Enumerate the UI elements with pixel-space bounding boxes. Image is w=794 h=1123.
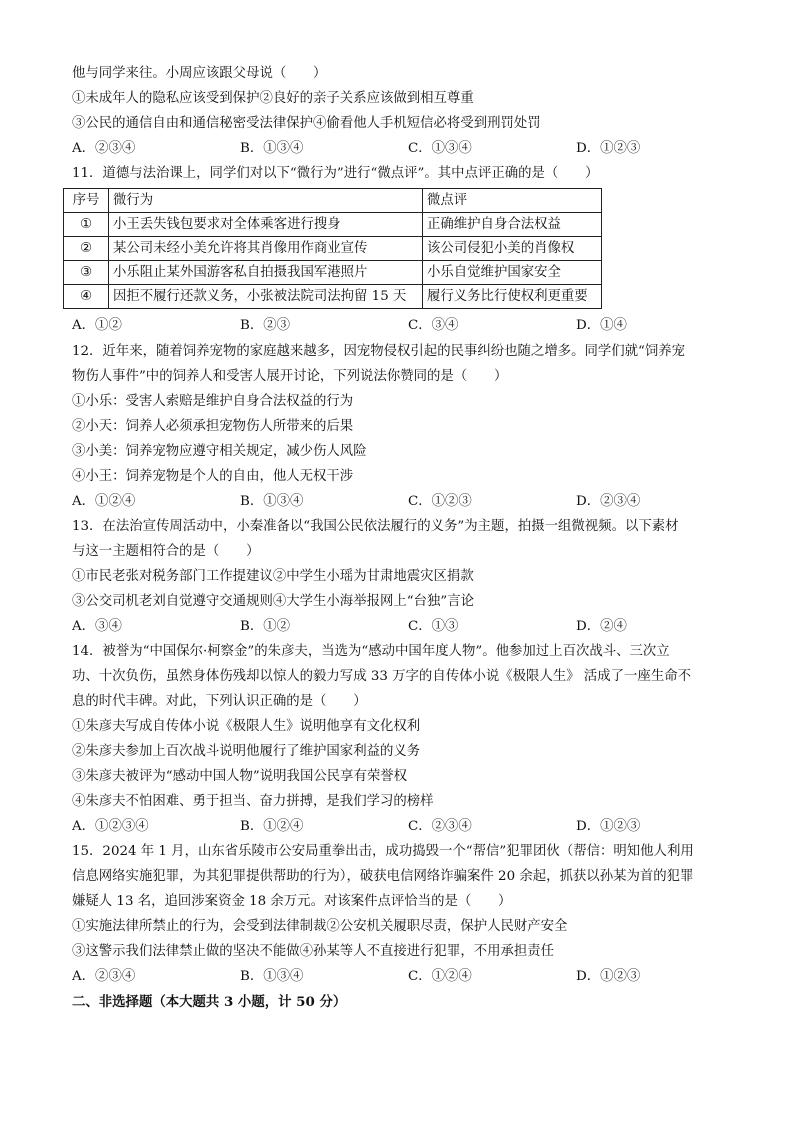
q15-statements-3-4: ③这警示我们法律禁止做的坚决不能做④孙某等人不直接进行犯罪，不用承担责任 [72,944,555,959]
q12-option-a[interactable]: A．①②④ [72,494,136,509]
table-header-cell: 微行为 [109,189,423,213]
q15-option-b[interactable]: B．①③④ [240,969,304,984]
q10-option-b[interactable]: B．①③④ [240,141,304,156]
q15-options [72,967,732,987]
q10-statements-3-4: ③公民的通信自由和通信秘密受法律保护④偷看他人手机短信必将受到刑罚处罚 [72,116,541,131]
table-header-cell: 微点评 [423,189,602,213]
q12-option-d[interactable]: D．②③④ [576,494,641,509]
q14-options [72,817,732,837]
q13-option-c[interactable]: C．①③ [408,619,459,634]
q10-options [72,139,732,159]
q10-option-d[interactable]: D．①②③ [576,141,641,156]
table-row [64,237,602,261]
table-cell: 某公司未经小美允许将其肖像用作商业宣传 [109,237,423,261]
q13-stem-line-1: 13．在法治宣传周活动中，小秦准备以“我国公民依法履行的义务”为主题，拍摄一组微视频。以下素材 [72,519,679,534]
q14-statement-4: ④朱彦夫不怕困难、勇于担当、奋力拼搏，是我们学习的榜样 [72,794,434,809]
table-cell: ② [64,237,109,261]
q14-stem-line-1: 14．被誉为“中国保尔·柯察金”的朱彦夫，当选为“感动中国年度人物”。他参加过上百次战斗、三次立 [72,644,670,659]
q13-option-a[interactable]: A．③④ [72,619,122,634]
q14-option-d[interactable]: D．①②③ [576,819,641,834]
table-cell: 该公司侵犯小美的肖像权 [423,237,602,261]
table-cell: 因拒不履行还款义务，小张被法院司法拘留 15 天 [109,285,423,309]
q13-stem-line-2: 与这一主题相符合的是（ ） [72,544,260,559]
q12-stem-line-2: 物伤人事件”中的饲养人和受害人展开讨论，下列说法你赞同的是（ ） [72,369,508,384]
q14-stem-line-2: 功、十次负伤，虽然身体伤残却以惊人的毅力写成 33 万字的自传体小说《极限人生》 活成了一座生命不 [72,669,691,684]
table-cell: ③ [64,261,109,285]
q13-options [72,617,732,637]
q15-option-a[interactable]: A．②③④ [72,969,136,984]
q12-statement-1: ①小乐：受害人索赔是维护自身合法权益的行为 [72,394,354,409]
q11-options [72,316,732,336]
q14-statement-3: ③朱彦夫被评为“感动中国人物”说明我国公民享有荣誉权 [72,769,408,784]
q11-stem: 11．道德与法治课上，同学们对以下“微行为”进行“微点评”。其中点评正确的是（ ） [72,166,599,181]
q14-option-b[interactable]: B．①②④ [240,819,304,834]
table-cell: 小乐自觉维护国家安全 [423,261,602,285]
table-cell: 正确维护自身合法权益 [423,213,602,237]
q14-stem-line-3: 息的时代丰碑。对此，下列认识正确的是（ ） [72,694,367,709]
q12-option-c[interactable]: C．①②③ [408,494,472,509]
q14-option-a[interactable]: A．①②③④ [72,819,149,834]
q14-statement-1: ①朱彦夫写成自传体小说《极限人生》说明他享有文化权利 [72,719,421,734]
q10-statements-1-2: ①未成年人的隐私应该受到保护②良好的亲子关系应该做到相互尊重 [72,91,474,106]
table-row [64,261,602,285]
section-2-heading: 二、非选择题（本大题共 3 小题，计 50 分） [72,994,347,1010]
q15-option-d[interactable]: D．①②③ [576,969,641,984]
table-header-cell: 序号 [64,189,109,213]
table-header-row [64,189,602,213]
table-cell: 小乐阻止某外国游客私自拍摄我国军港照片 [109,261,423,285]
q12-statement-2: ②小天：饲养人必须承担宠物伤人所带来的后果 [72,419,354,434]
q11-option-c[interactable]: C．③④ [408,318,459,333]
q13-option-d[interactable]: D．②④ [576,619,627,634]
table-cell: ① [64,213,109,237]
q11-option-d[interactable]: D．①④ [576,318,627,333]
q15-statements-1-2: ①实施法律所禁止的行为，会受到法律制裁②公安机关履职尽责，保护人民财产安全 [72,919,568,934]
q15-stem-line-2: 信息网络实施犯罪，为其犯罪提供帮助的行为），破获电信网络诈骗案件 20 余起，抓获以孙某为首的犯罪 [72,869,694,884]
q14-option-c[interactable]: C．②③④ [408,819,472,834]
table-cell: 小王丢失钱包要求对全体乘客进行搜身 [109,213,423,237]
q12-options [72,492,732,512]
q12-statement-3: ③小美：饲养宠物应遵守相关规定，减少伤人风险 [72,444,367,459]
q10-stem-tail: 他与同学来往。小周应该跟父母说（ ） [72,66,327,81]
q15-stem-line-1: 15．2024 年 1 月，山东省乐陵市公安局重拳出击，成功捣毁一个“帮信”犯罪团伙（帮信：明知他人利用 [72,844,694,859]
q13-option-b[interactable]: B．①② [240,619,291,634]
q10-option-a[interactable]: A．②③④ [72,141,136,156]
q12-statement-4: ④小王：饲养宠物是个人的自由，他人无权干涉 [72,469,354,484]
table-row [64,213,602,237]
q12-stem-line-1: 12．近年来，随着饲养宠物的家庭越来越多，因宠物侵权引起的民事纠纷也随之增多。同学们就“饲养宠 [72,344,686,359]
q11-option-a[interactable]: A．①② [72,318,122,333]
q11-option-b[interactable]: B．②③ [240,318,291,333]
q14-statement-2: ②朱彦夫参加上百次战斗说明他履行了维护国家利益的义务 [72,744,421,759]
q15-option-c[interactable]: C．①②④ [408,969,472,984]
q15-stem-line-3: 嫌疑人 13 名，追回涉案资金 18 余万元。对该案件点评恰当的是（ ） [72,894,512,909]
table-cell: ④ [64,285,109,309]
table-cell: 履行义务比行使权利更重要 [423,285,602,309]
q12-option-b[interactable]: B．①③④ [240,494,304,509]
q13-statements-1-2: ①市民老张对税务部门工作提建议②中学生小瑶为甘肃地震灾区捐款 [72,569,474,584]
table-row [64,285,602,309]
q11-table [63,188,602,309]
q10-option-c[interactable]: C．①③④ [408,141,472,156]
q13-statements-3-4: ③公交司机老刘自觉遵守交通规则④大学生小海举报网上“台独”言论 [72,594,475,609]
